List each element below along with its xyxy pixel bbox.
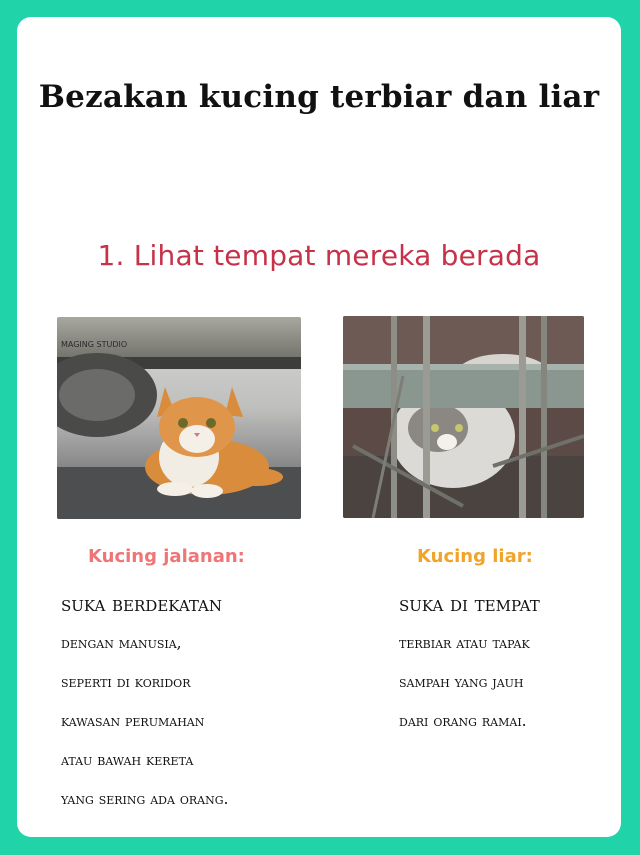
description-line: suka berdekatan	[61, 592, 223, 616]
description-line: terbiar atau tapak	[399, 634, 530, 652]
description-line: dengan manusia,	[61, 634, 182, 652]
description-line: seperti di koridor	[61, 673, 191, 691]
description-line: yang sering ada orang.	[61, 790, 229, 808]
feral-cat-heading: Kucing liar:	[417, 546, 533, 567]
photo-watermark: MAGING STUDIO	[61, 340, 128, 349]
street-cat-description	[61, 585, 321, 819]
street-cat-photo	[57, 317, 301, 519]
page-title: Bezakan kucing terbiar dan liar	[38, 79, 600, 115]
section-subtitle: 1. Lihat tempat mereka berada	[97, 239, 541, 272]
description-line: sampah yang jauh	[399, 673, 524, 691]
infographic-card	[17, 17, 621, 837]
description-line: kawasan perumahan	[61, 712, 205, 730]
street-cat-heading: Kucing jalanan:	[88, 546, 245, 567]
description-line: suka di tempat	[399, 592, 540, 616]
feral-cat-description	[399, 585, 614, 741]
description-line: dari orang ramai.	[399, 712, 527, 730]
feral-cat-photo	[343, 316, 584, 518]
description-line: atau bawah kereta	[61, 751, 194, 769]
